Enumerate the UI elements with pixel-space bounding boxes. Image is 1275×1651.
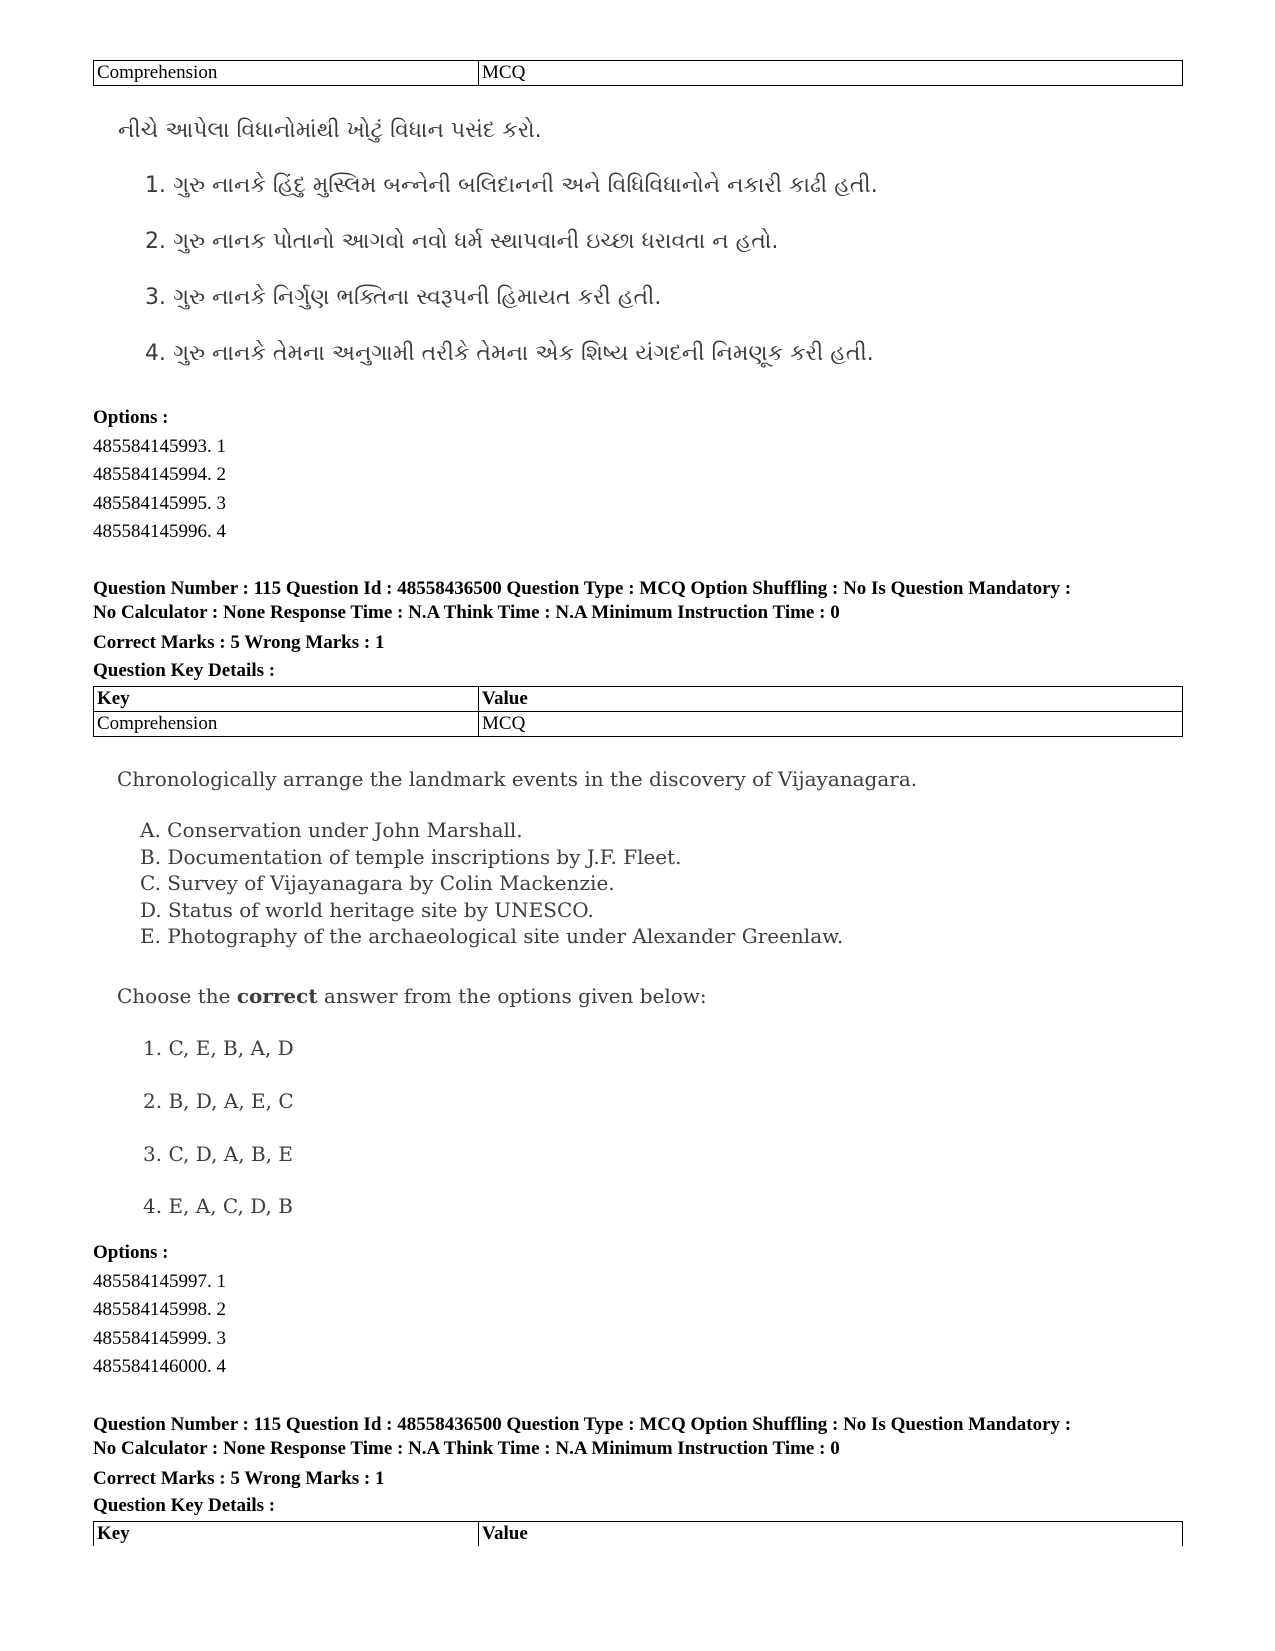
table-header-value: Value [479,1522,1183,1547]
table-header-row [94,687,1183,712]
question-statement: 4. ગુરુ નાનકે તેમના અનુગામી તરીકે તેમના એક શિષ્ય યંગદની નિમણૂક કરી હતી. [145,341,874,366]
top-key-table [93,60,1183,86]
table-cell-key: Comprehension [94,712,479,737]
table-row [94,712,1183,737]
options-list [93,1239,226,1382]
option-item: 485584145997. 1 [93,1270,226,1292]
answer-choice: 1. C, E, B, A, D [143,1036,294,1060]
statement-item: D. Status of world heritage site by UNESCO. [140,897,594,922]
question-prompt-gujarati: નીચે આપેલા વિધાનોમાંથી ખોટું વિધાન પસંદ કરો. [118,118,542,143]
marks-line: Correct Marks : 5 Wrong Marks : 1 [93,1468,385,1489]
question-statement: 2. ગુરુ નાનક પોતાનો આગવો નવો ધર્મ સ્થાપવાની ઇચ્છા ધરાવતા ન હતો. [145,229,779,254]
option-item: 485584145994. 2 [93,464,226,485]
table-cell-key: Comprehension [94,61,479,86]
question-meta-line: Question Number : 115 Question Id : 48558436500 Question Type : MCQ Option Shuffling : No Is Question Mandatory : [93,578,1072,599]
statement-item: E. Photography of the archaeological site under Alexander Greenlaw. [140,924,844,948]
answer-choice: 3. C, D, A, B, E [143,1142,293,1166]
key-details-label: Question Key Details : [93,1495,276,1516]
answer-choice: 2. B, D, A, E, C [143,1089,294,1113]
question-key-table [93,1521,1183,1546]
key-details-label: Question Key Details : [93,660,276,681]
options-list [93,404,226,547]
table-header-value: Value [479,687,1183,712]
option-item: 485584145996. 4 [93,521,226,542]
table-cell-value: MCQ [479,712,1183,737]
question-meta [93,1413,1213,1461]
options-label: Options : [93,1242,169,1263]
table-header-row [94,1522,1183,1547]
option-item: 485584145998. 2 [93,1299,226,1320]
question-statement: 3. ગુરુ નાનકે નિર્ગુણ ભક્તિના સ્વરૂપની હિમાયત કરી હતી. [145,285,662,310]
statement-item: B. Documentation of temple inscriptions by J.F. Fleet. [140,844,682,869]
question-meta [93,577,1213,625]
option-item: 485584146000. 4 [93,1356,226,1377]
marks-line: Correct Marks : 5 Wrong Marks : 1 [93,632,385,653]
option-item: 485584145995. 3 [93,492,226,514]
answer-choice: 4. E, A, C, D, B [143,1194,293,1218]
table-header-key: Key [94,687,479,712]
question-prompt: Chronologically arrange the landmark events in the discovery of Vijayanagara. [117,767,918,791]
table-cell-value: MCQ [479,61,1183,86]
question-statement: 1. ગુરુ નાનકે હિંદુ મુસ્લિમ બન્નેની બલિદાનની અને વિધિવિધાનોને નકારી કાઢી હતી. [145,173,878,198]
option-item: 485584145999. 3 [93,1327,226,1349]
table-row [94,61,1183,86]
choose-text: Choose the [117,984,237,1008]
question-key-table [93,686,1183,737]
question-meta-line: Question Number : 115 Question Id : 48558436500 Question Type : MCQ Option Shuffling : No Is Question Mandatory : [93,1414,1072,1435]
statement-item: A. Conservation under John Marshall. [140,818,523,842]
option-item: 485584145993. 1 [93,435,226,457]
choose-emphasis: correct [236,984,318,1008]
statement-list [140,817,843,950]
options-label: Options : [93,407,169,428]
choose-text: answer from the options given below: [317,984,707,1008]
statement-item: C. Survey of Vijayanagara by Colin Mackenzie. [140,871,615,895]
question-meta-line: No Calculator : None Response Time : N.A Think Time : N.A Minimum Instruction Time : 0 [93,1438,840,1459]
table-header-key: Key [94,1522,479,1547]
choose-instruction [117,984,707,1008]
question-meta-line: No Calculator : None Response Time : N.A Think Time : N.A Minimum Instruction Time : 0 [93,602,840,623]
